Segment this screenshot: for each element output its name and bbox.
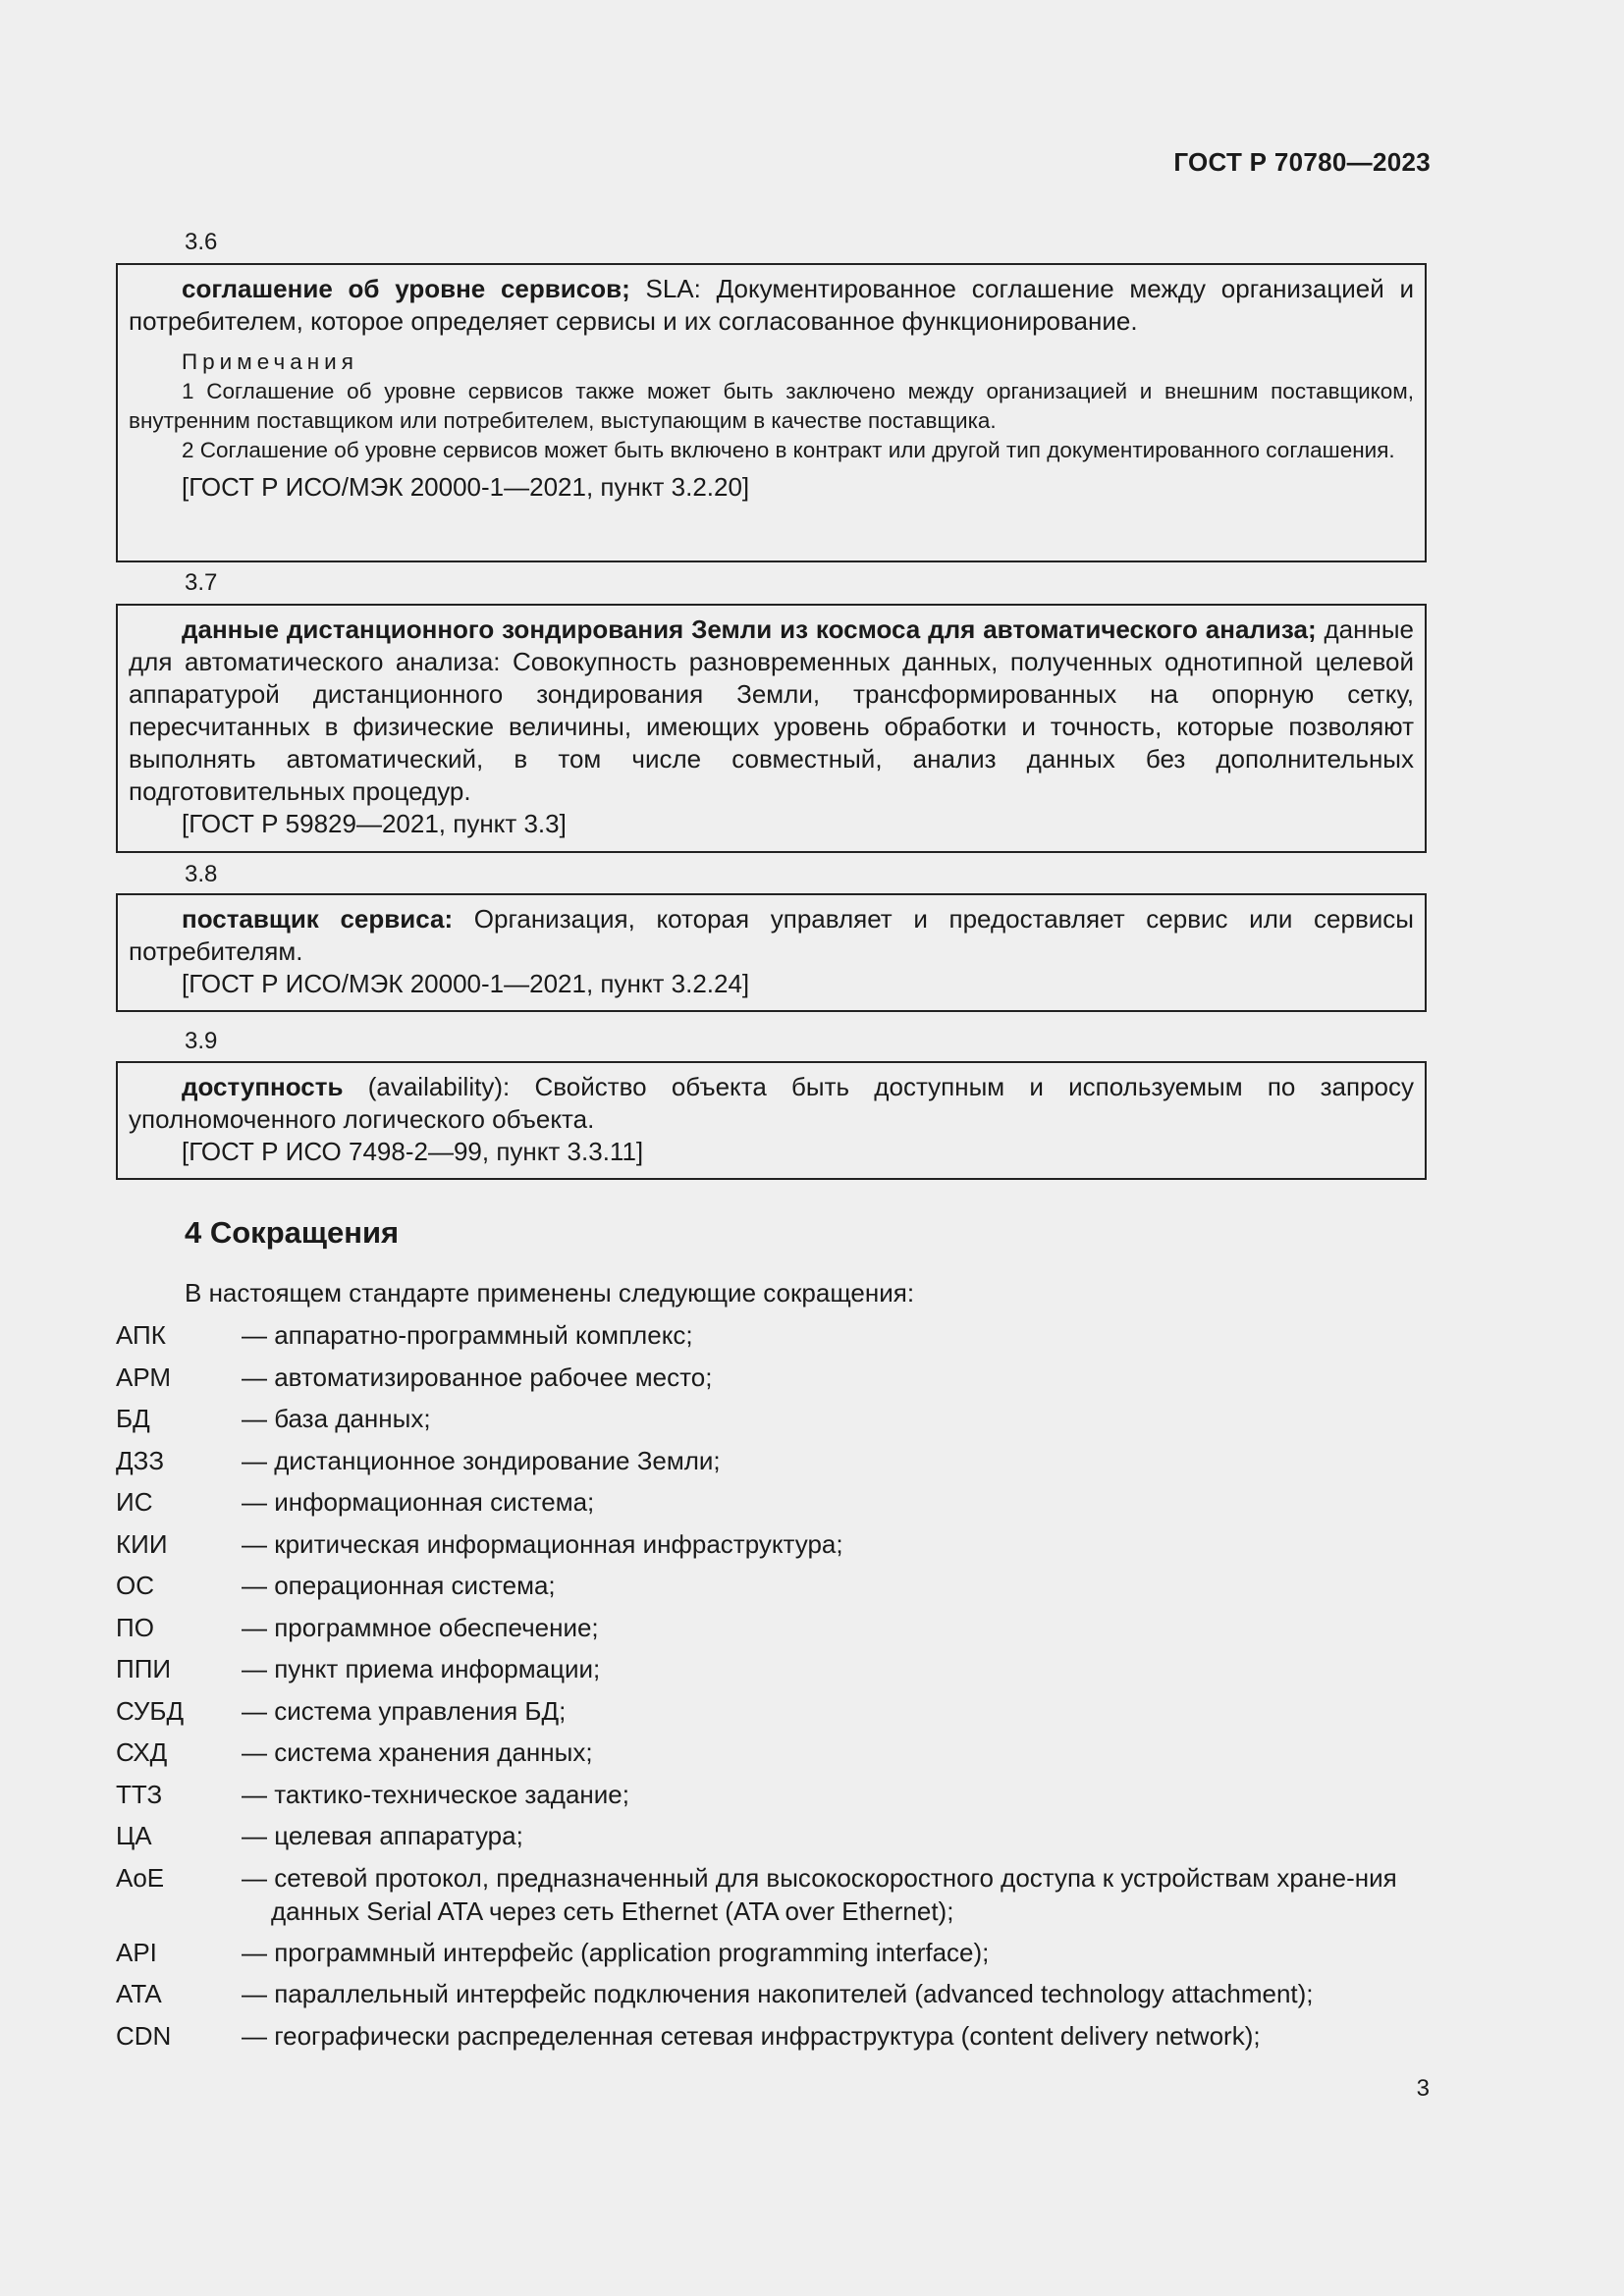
- term-definition: поставщик сервиса: Организация, которая управляет и предоставляет сервис или сервисы потребителям.: [129, 904, 1414, 966]
- abbreviation-term: ОС: [116, 1571, 154, 1600]
- term-box-3-7: [116, 604, 1427, 853]
- abbreviation-definition: — программный интерфейс (application programming interface);: [242, 1937, 990, 1967]
- term-source: [ГОСТ Р ИСО/МЭК 20000-1—2021, пункт 3.2.20]: [182, 472, 750, 502]
- section-intro: В настоящем стандарте применены следующие сокращения:: [185, 1278, 915, 1308]
- abbreviation-term: АПК: [116, 1320, 166, 1350]
- term-box-3-9: [116, 1061, 1427, 1180]
- section-heading: 4 Сокращения: [185, 1215, 400, 1250]
- page-number: 3: [1416, 2075, 1430, 2102]
- abbreviation-term: CDN: [116, 2020, 172, 2051]
- abbreviation-definition: — пункт приема информации;: [242, 1654, 601, 1683]
- note-2: 2 Соглашение об уровне сервисов может быть включено в контракт или другой тип документированного соглашения.: [182, 438, 1395, 462]
- abbreviation-term: ТТЗ: [116, 1779, 163, 1809]
- term-definition: доступность (availability): Свойство объекта быть доступным и используемым по запросу уполномоченного логического объекта.: [129, 1072, 1414, 1134]
- abbreviation-definition: — автоматизированное рабочее место;: [242, 1362, 713, 1392]
- term-name: соглашение об уровне сервисов;: [182, 274, 630, 303]
- list-item: [116, 1608, 1432, 1650]
- abbreviation-definition: — географически распределенная сетевая инфраструктура (content delivery network);: [242, 2020, 1261, 2051]
- list-item: [116, 1816, 1432, 1858]
- abbreviation-definition: — информационная система;: [242, 1487, 595, 1517]
- list-item: [116, 1974, 1432, 2016]
- list-item: [116, 2016, 1432, 2058]
- abbreviation-definition: — аппаратно-программный комплекс;: [242, 1320, 693, 1350]
- term-number-3-6: 3.6: [185, 229, 218, 255]
- abbreviation-term: AoE: [116, 1862, 165, 1893]
- term-source: [ГОСТ Р ИСО/МЭК 20000-1—2021, пункт 3.2.24]: [182, 969, 750, 998]
- abbreviation-term: ПО: [116, 1612, 154, 1642]
- list-item: [116, 1691, 1432, 1734]
- notes-title: Примечания: [182, 349, 358, 374]
- term-source: [ГОСТ Р ИСО 7498-2—99, пункт 3.3.11]: [182, 1137, 644, 1166]
- term-definition: данные дистанционного зондирования Земли из космоса для автоматического анализа; данные для автоматического анализа: Совокупность разновременных данных, полученных однотипной целевой аппаратурой дистанционного зондирования Земли, трансформированных на опорную сетку, пересчитанных в физические величины, имеющих уровень обработки и точность, которые позволяют выполнять автоматический, в том числе совместный, анализ данных без дополнительных подготовительных процедур.: [129, 614, 1415, 806]
- term-name: доступность: [182, 1072, 344, 1101]
- abbreviation-term: ДЗЗ: [116, 1445, 165, 1475]
- abbreviation-definition: — программное обеспечение;: [242, 1612, 599, 1642]
- abbreviation-term: СХД: [116, 1737, 168, 1767]
- list-item: [116, 1315, 1432, 1358]
- abbreviation-definition: — параллельный интерфейс подключения накопителей (advanced technology attachment);: [242, 1979, 1314, 2008]
- term-number-3-9: 3.9: [185, 1028, 218, 1054]
- term-name: поставщик сервиса:: [182, 904, 454, 934]
- document-header: ГОСТ Р 70780—2023: [1173, 147, 1431, 177]
- list-item: [116, 1399, 1432, 1441]
- list-item: [116, 1775, 1432, 1817]
- list-item: [116, 1933, 1432, 1975]
- note-1: 1 Соглашение об уровне сервисов также может быть заключено между организацией и внешним поставщиком, внутренним поставщиком или потребителем, выступающим в качестве поставщика.: [129, 379, 1414, 433]
- list-item: [116, 1649, 1432, 1691]
- abbreviation-definition: — база данных;: [242, 1404, 431, 1433]
- abbreviation-definition: — целевая аппаратура;: [242, 1821, 523, 1850]
- abbreviation-definition: — система хранения данных;: [242, 1737, 593, 1767]
- term-box-3-6: [116, 263, 1427, 562]
- list-item: [116, 1733, 1432, 1775]
- term-name: данные дистанционного зондирования Земли из космоса для автоматического анализа;: [182, 614, 1317, 644]
- list-item: [116, 1358, 1432, 1400]
- abbreviation-term: АРМ: [116, 1362, 172, 1392]
- abbreviation-list: [116, 1315, 1432, 2057]
- abbreviation-term: ЦА: [116, 1821, 152, 1850]
- abbreviation-definition: — дистанционное зондирование Земли;: [242, 1445, 721, 1475]
- list-item: [116, 1858, 1432, 1933]
- abbreviation-definition: — система управления БД;: [242, 1695, 567, 1726]
- list-item: [116, 1441, 1432, 1483]
- abbreviation-term: КИИ: [116, 1528, 168, 1559]
- term-number-3-7: 3.7: [185, 569, 218, 596]
- abbreviation-term: API: [116, 1937, 157, 1967]
- abbreviation-term: ППИ: [116, 1654, 172, 1683]
- term-number-3-8: 3.8: [185, 861, 218, 887]
- abbreviation-definition: — сетевой протокол, предназначенный для высокоскоростного доступа к устройствам хране-ния данных Serial ATA через сеть Ethernet (ATA over Ethernet);: [242, 1862, 1397, 1926]
- abbreviation-term: СУБД: [116, 1695, 185, 1726]
- list-item: [116, 1566, 1432, 1608]
- list-item: [116, 1524, 1432, 1567]
- abbreviation-definition: — операционная система;: [242, 1571, 556, 1600]
- abbreviation-term: ИС: [116, 1487, 153, 1517]
- term-box-3-8: [116, 893, 1427, 1012]
- list-item: [116, 1482, 1432, 1524]
- term-definition: соглашение об уровне сервисов; SLA: Документированное соглашение между организацией и потребителем, которое определяет сервисы и их согласованное функционирование.: [129, 274, 1414, 336]
- abbreviation-definition: — критическая информационная инфраструктура;: [242, 1528, 843, 1559]
- term-source: [ГОСТ Р 59829—2021, пункт 3.3]: [182, 809, 567, 838]
- abbreviation-term: БД: [116, 1404, 150, 1433]
- abbreviation-definition: — тактико-техническое задание;: [242, 1779, 629, 1809]
- abbreviation-term: ATA: [116, 1979, 162, 2008]
